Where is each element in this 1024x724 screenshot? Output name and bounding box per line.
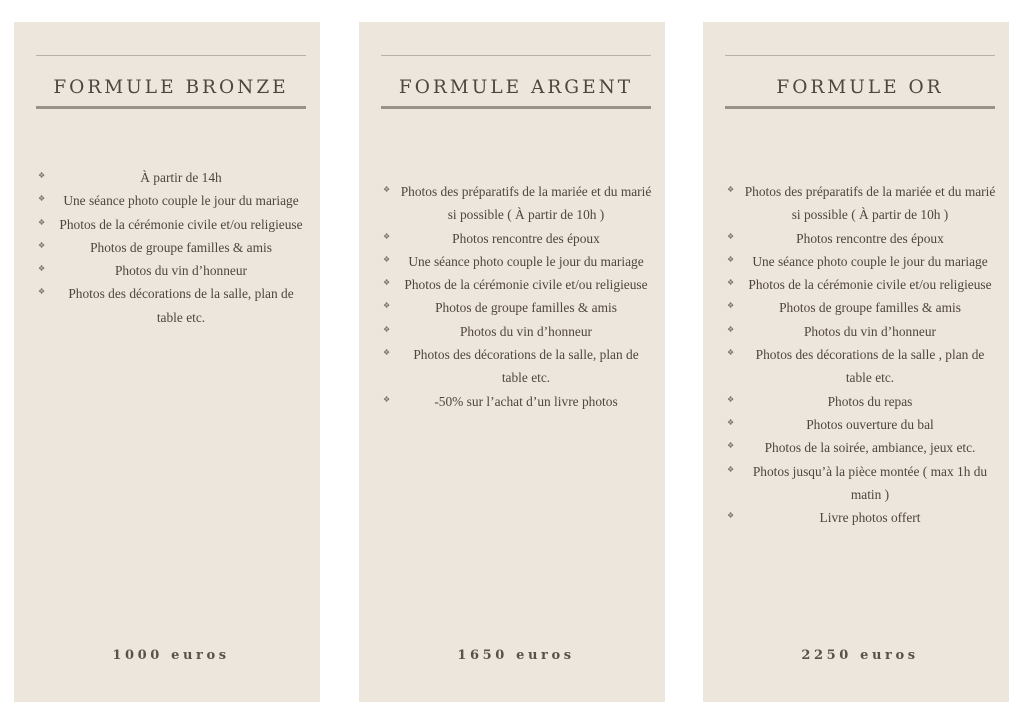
diamond-bullet-icon: ❖ [383,278,391,288]
feature-item [721,460,997,507]
feature-text: Photos du vin d’honneur [459,323,593,339]
feature-item [32,259,308,282]
diamond-bullet-icon: ❖ [727,324,735,334]
feature-text: Une séance photo couple le jour du mariage [63,193,299,209]
feature-list [32,166,308,329]
diamond-bullet-icon: ❖ [383,324,391,334]
diamond-bullet-icon: ❖ [727,231,735,241]
package-price: 1650 euros [457,648,575,663]
diamond-bullet-icon: ❖ [38,217,46,227]
diamond-bullet-icon: ❖ [727,301,735,311]
diamond-bullet-icon: ❖ [727,441,735,451]
feature-item [721,506,997,529]
feature-item [721,390,997,413]
feature-item [377,250,653,273]
feature-text: Photos de groupe familles & amis [90,239,272,255]
feature-item [377,390,653,413]
diamond-bullet-icon: ❖ [383,301,391,311]
divider [36,55,306,56]
feature-text: Photos du repas [827,393,913,409]
feature-item [32,189,308,212]
feature-item [721,436,997,459]
feature-item [721,250,997,273]
diamond-bullet-icon: ❖ [38,240,46,250]
feature-text: Photos de la cérémonie civile et/ou religieuse [59,216,303,232]
diamond-bullet-icon: ❖ [38,171,46,180]
divider [381,106,651,109]
feature-text: Photos des préparatifs de la mariée et du marié si possible ( À partir de 10h ) [400,184,652,223]
divider [725,55,995,56]
feature-item [32,236,308,259]
package-title: FORMULE BRONZE [53,77,289,98]
feature-text: Une séance photo couple le jour du mariage [752,253,988,269]
feature-item [377,343,653,390]
feature-list [377,180,653,413]
feature-item [377,320,653,343]
feature-item [377,227,653,250]
diamond-bullet-icon: ❖ [38,194,46,204]
diamond-bullet-icon: ❖ [383,348,391,358]
diamond-bullet-icon: ❖ [727,348,735,358]
feature-text: Photos du vin d’honneur [803,323,937,339]
package-title: FORMULE ARGENT [398,77,634,98]
feature-text: À partir de 14h [140,170,222,185]
diamond-bullet-icon: ❖ [383,394,391,404]
feature-text: Photos de groupe familles & amis [435,300,617,316]
divider [381,55,651,56]
feature-item [721,296,997,319]
diamond-bullet-icon: ❖ [383,185,391,194]
feature-text: Photos de la cérémonie civile et/ou religieuse [404,277,648,293]
feature-text: Livre photos offert [819,510,921,526]
feature-item [32,166,308,189]
feature-item [721,180,997,227]
diamond-bullet-icon: ❖ [383,254,391,264]
feature-text: Photos de la soirée, ambiance, jeux etc. [764,440,976,456]
feature-text: Photos ouverture du bal [806,416,934,432]
feature-text: Photos rencontre des époux [796,230,944,246]
feature-text: Photos des préparatifs de la mariée et du marié si possible ( À partir de 10h ) [744,184,996,223]
feature-text: Photos de groupe familles & amis [779,300,961,316]
feature-text: Photos de la cérémonie civile et/ou religieuse [748,277,992,293]
diamond-bullet-icon: ❖ [727,185,735,194]
feature-item [32,213,308,236]
diamond-bullet-icon: ❖ [727,278,735,288]
divider [36,106,306,109]
diamond-bullet-icon: ❖ [727,511,735,521]
feature-item [377,273,653,296]
feature-text: Une séance photo couple le jour du mariage [408,253,644,269]
feature-item [721,343,997,390]
diamond-bullet-icon: ❖ [38,287,46,297]
package-card-argent [359,22,665,702]
feature-text: Photos du vin d’honneur [114,263,248,279]
feature-text: Photos des décorations de la salle, plan de table etc. [413,347,639,386]
diamond-bullet-icon: ❖ [727,394,735,404]
divider [725,106,995,109]
package-title: FORMULE OR [776,77,944,98]
feature-text: Photos jusqu’à la pièce montée ( max 1h du matin ) [752,463,988,502]
diamond-bullet-icon: ❖ [38,264,46,274]
package-price: 2250 euros [801,648,919,663]
feature-text: Photos rencontre des époux [452,230,600,246]
diamond-bullet-icon: ❖ [727,464,735,474]
feature-text: Photos des décorations de la salle , plan de table etc. [755,347,985,386]
feature-item [721,227,997,250]
feature-text: Photos des décorations de la salle, plan de table etc. [68,286,294,325]
diamond-bullet-icon: ❖ [727,254,735,264]
diamond-bullet-icon: ❖ [727,417,735,427]
diamond-bullet-icon: ❖ [383,231,391,241]
feature-item [721,320,997,343]
feature-item [32,282,308,329]
feature-text: -50% sur l’achat d’un livre photos [434,393,618,409]
feature-item [377,296,653,319]
feature-item [377,180,653,227]
feature-list [721,180,997,529]
package-card-or [703,22,1009,702]
package-card-bronze [14,22,320,702]
feature-item [721,413,997,436]
package-price: 1000 euros [112,648,230,663]
feature-item [721,273,997,296]
